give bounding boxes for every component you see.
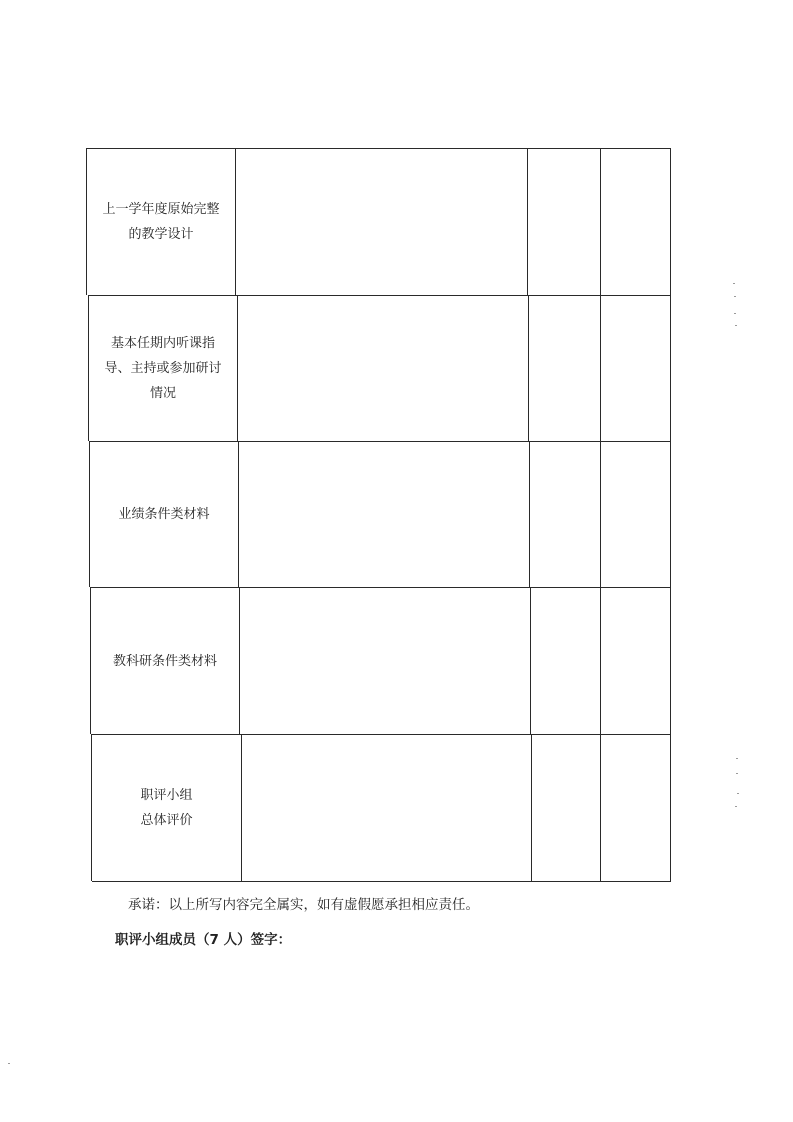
table-column-divider — [529, 441, 530, 587]
table-column-divider — [241, 734, 242, 881]
table-column-divider — [239, 587, 240, 734]
table-border-left — [88, 295, 89, 441]
table-column-divider — [235, 148, 236, 295]
table-border-bottom — [92, 881, 671, 882]
table-column-divider — [527, 148, 528, 295]
table-border-left — [90, 587, 91, 734]
pledge-text: 承诺：以上所写内容完全属实，如有虚假愿承担相应责任。 — [128, 897, 479, 913]
table-column-divider — [530, 587, 531, 734]
table-column-divider — [600, 148, 601, 881]
table-column-divider — [237, 295, 238, 441]
table-row-label: 基本任期内听课指 导、主持或参加研讨 情况 — [104, 336, 222, 401]
table-row-label: 上一学年度原始完整 的教学设计 — [102, 202, 220, 242]
table-column-divider — [238, 441, 239, 587]
signature-label: 职评小组成员（7 人）签字： — [115, 932, 292, 948]
table-border-right — [670, 148, 671, 882]
table-border-left — [91, 734, 92, 881]
table-border-left — [86, 148, 87, 295]
table-column-divider — [531, 734, 532, 881]
table-row-label: 业绩条件类材料 — [118, 507, 210, 522]
table-border-left — [89, 441, 90, 587]
table-column-divider — [528, 295, 529, 441]
table-row-label: 教科研条件类材料 — [112, 653, 217, 669]
table-row-label: 职评小组 总体评价 — [140, 788, 193, 828]
